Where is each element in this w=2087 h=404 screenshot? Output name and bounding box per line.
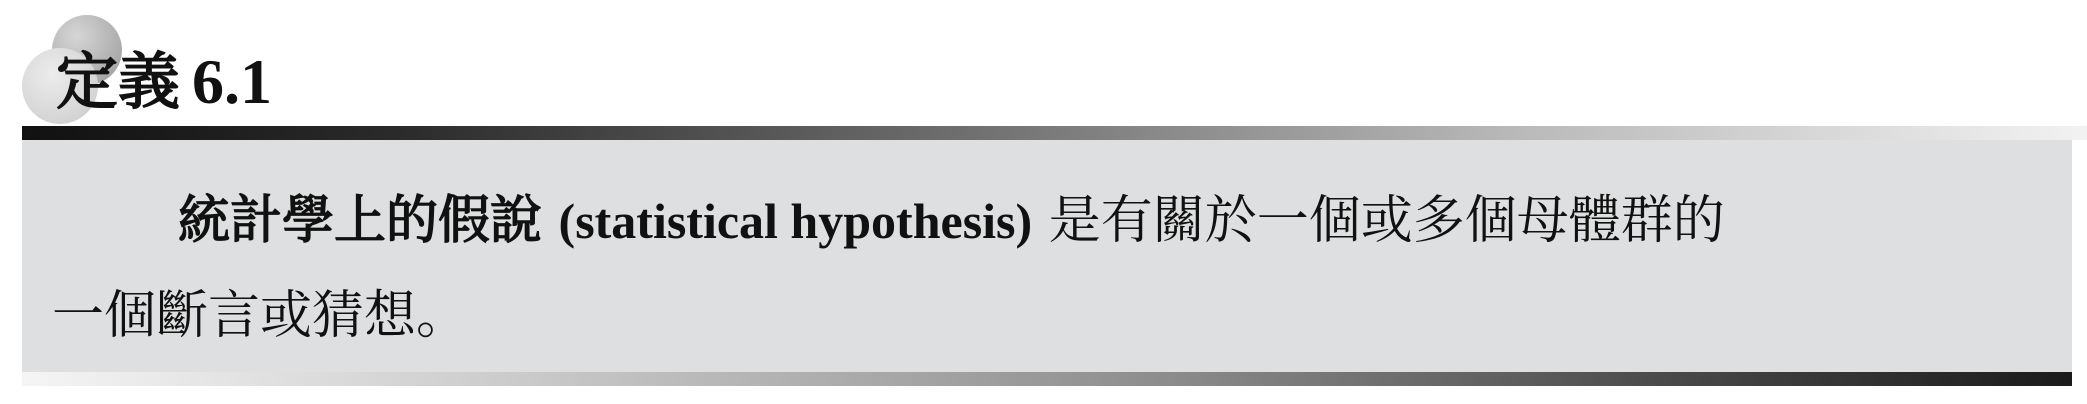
definition-title	[56, 42, 272, 122]
definition-text-line-2	[52, 280, 468, 352]
definition-body-line-1: 是有關於一個或多個母體群的	[1048, 191, 1725, 251]
bottom-gradient-bar	[22, 372, 2072, 386]
definition-text-line-1	[178, 185, 1725, 257]
definition-label: 定義	[56, 45, 181, 118]
term-chinese: 統計學上的假說	[178, 191, 543, 251]
definition-body-line-2: 一個斷言或猜想。	[52, 286, 469, 346]
definition-number: 6.1	[192, 46, 273, 117]
top-gradient-bar	[22, 126, 2087, 140]
term-english: (statistical hypothesis)	[558, 193, 1033, 249]
